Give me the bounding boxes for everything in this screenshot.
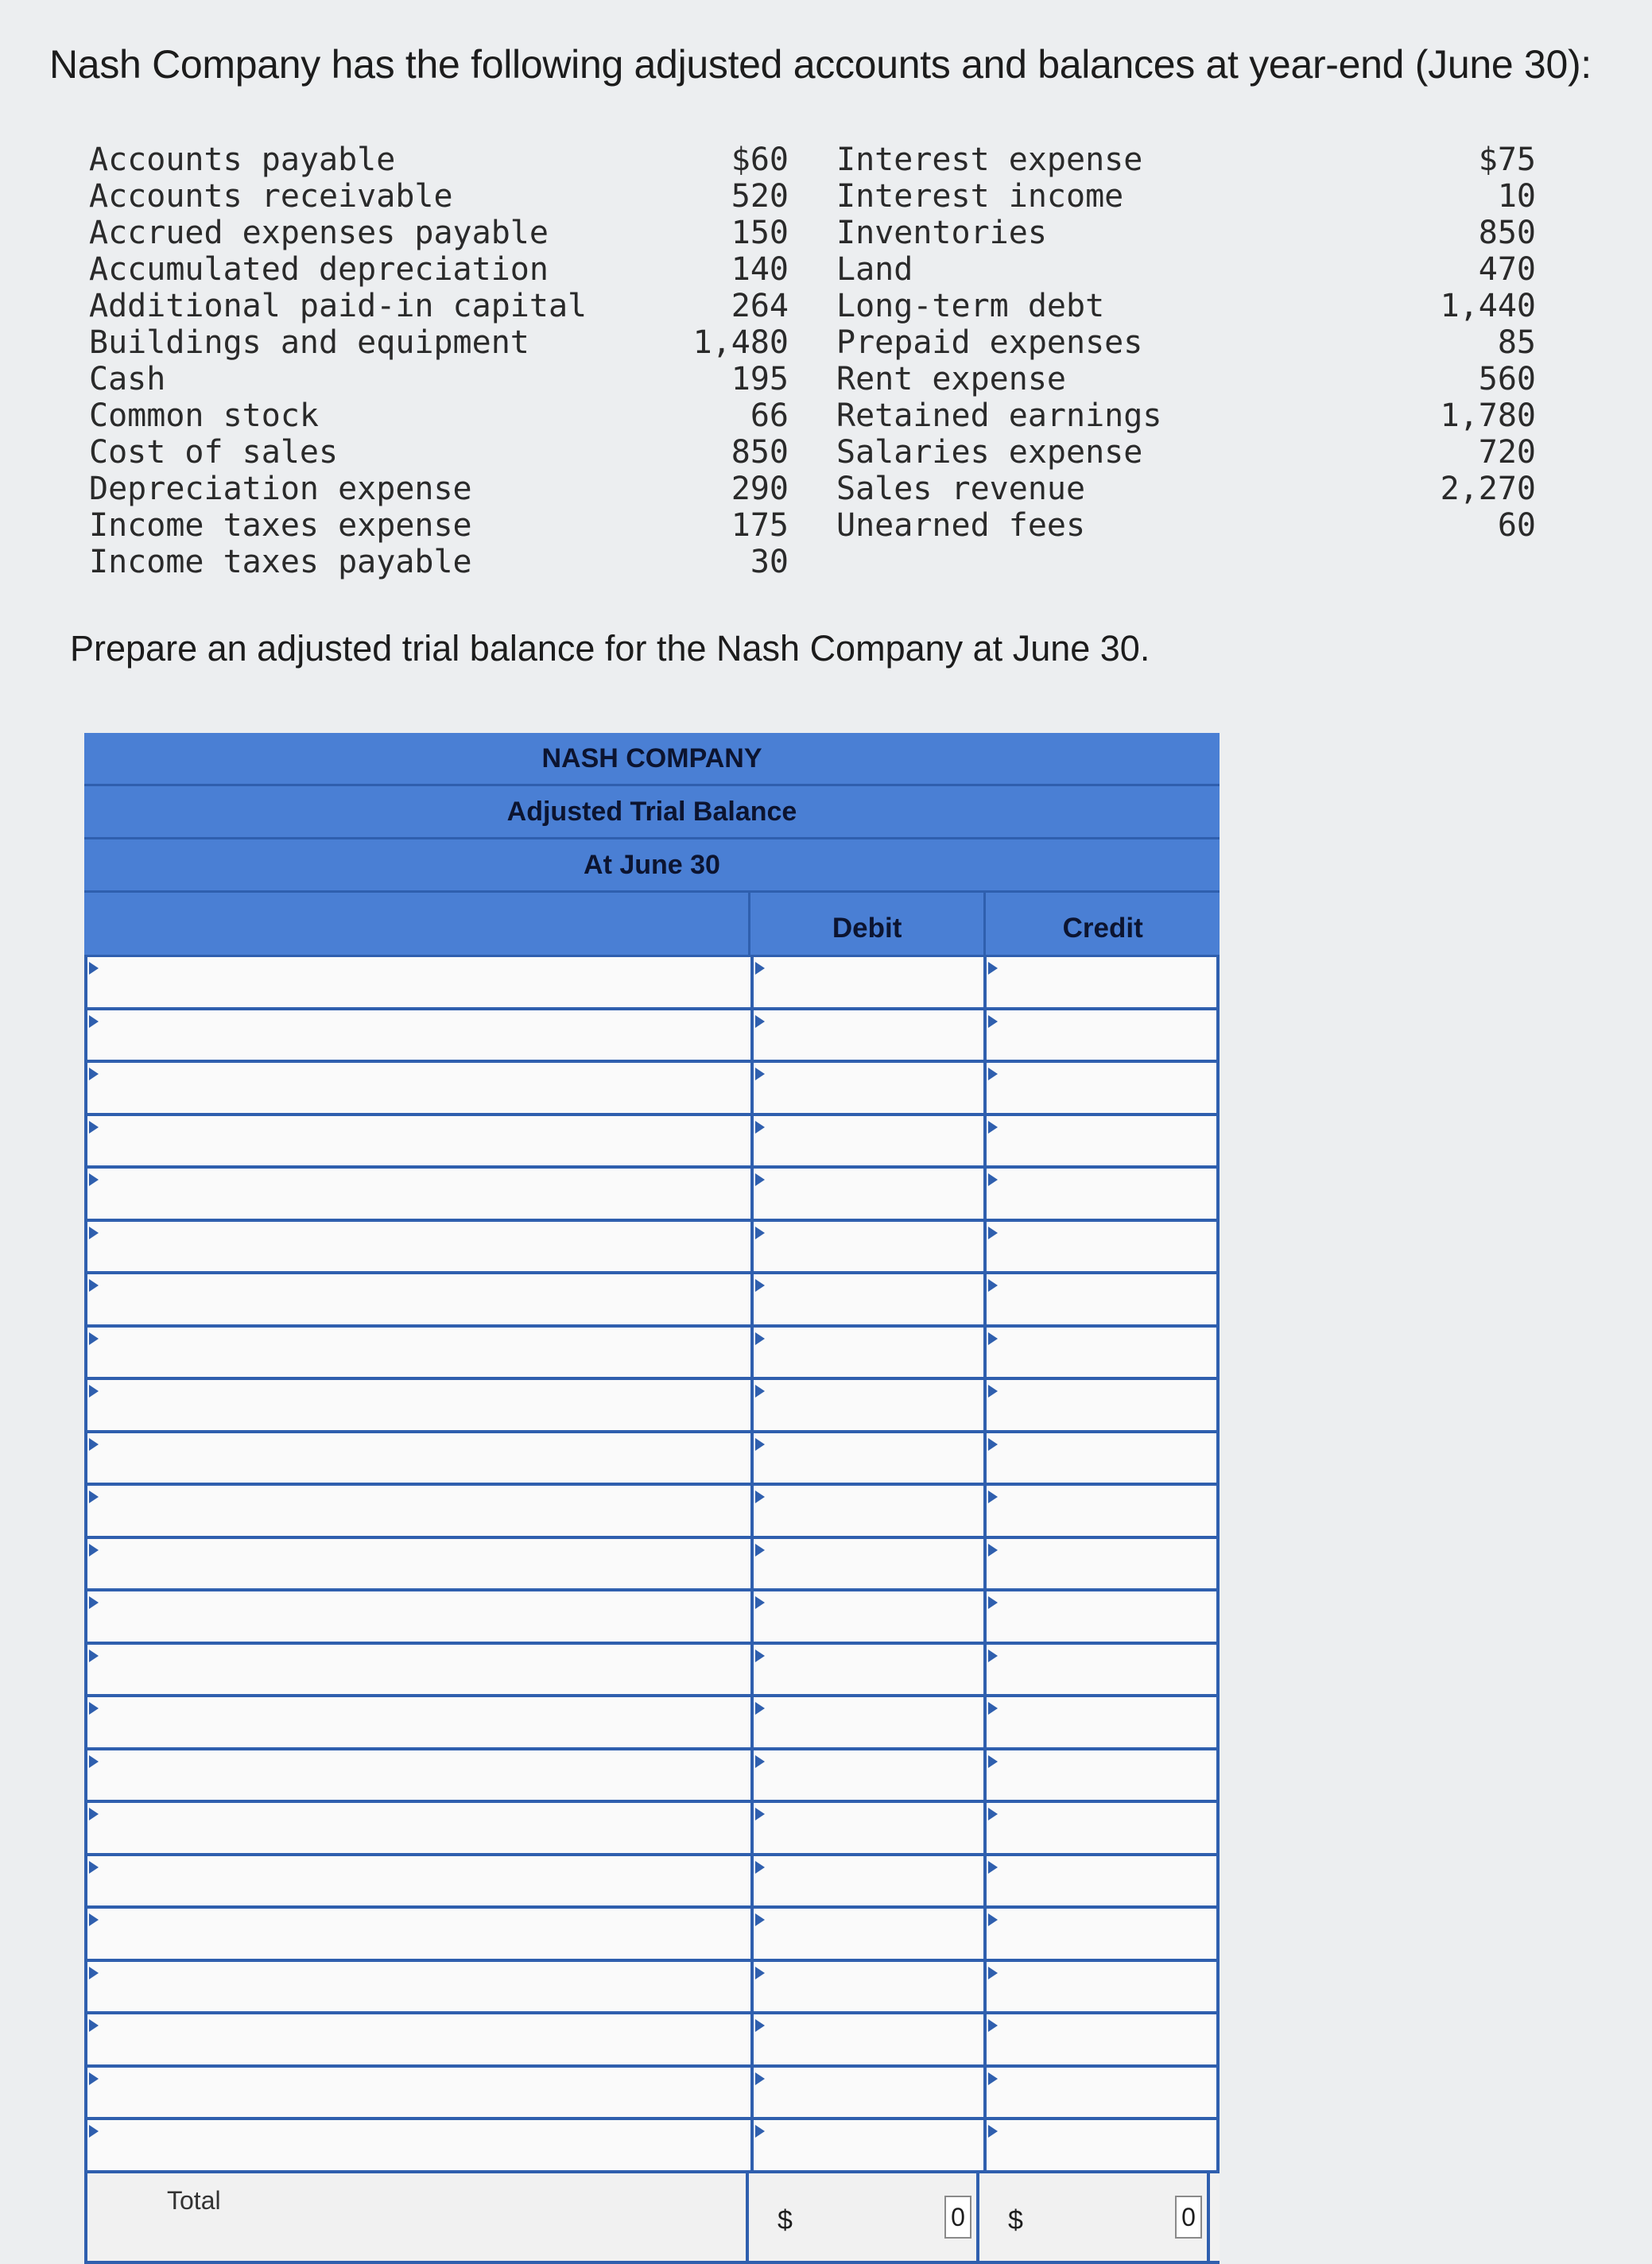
account-row: [89, 288, 789, 324]
dropdown-arrow-icon: [755, 1121, 765, 1134]
account-amount: 140: [731, 251, 789, 288]
column-header-row: [84, 893, 1220, 957]
account-name: Common stock: [89, 397, 319, 434]
dropdown-arrow-icon: [89, 1332, 99, 1345]
account-name: Interest expense: [836, 142, 1143, 178]
account-select[interactable]: [84, 1750, 754, 1801]
dropdown-arrow-icon: [89, 1702, 99, 1715]
total-debit-value: 0: [944, 2196, 971, 2239]
dropdown-arrow-icon: [755, 1279, 765, 1292]
debit-input[interactable]: [754, 2014, 987, 2064]
dropdown-arrow-icon: [89, 1491, 99, 1503]
account-amount: 470: [1478, 251, 1536, 288]
debit-input[interactable]: [754, 1486, 987, 1536]
table-row: [84, 1645, 1220, 1698]
trial-balance-table: [84, 733, 1220, 2264]
account-row: [836, 288, 1536, 324]
dropdown-arrow-icon: [755, 1913, 765, 1926]
dropdown-arrow-icon: [988, 1650, 998, 1662]
account-amount: 1,780: [1440, 397, 1536, 434]
account-row: [89, 507, 789, 544]
account-select[interactable]: [84, 2014, 754, 2064]
dropdown-arrow-icon: [988, 1967, 998, 1979]
account-row: [836, 361, 1536, 397]
dropdown-arrow-icon: [89, 1068, 99, 1080]
credit-input[interactable]: [987, 1539, 1220, 1589]
account-amount: 560: [1478, 361, 1536, 397]
account-select[interactable]: [84, 1591, 754, 1642]
account-row: [836, 397, 1536, 434]
debit-input[interactable]: [754, 1169, 987, 1219]
dropdown-arrow-icon: [755, 962, 765, 975]
entry-rows: [84, 957, 1220, 2173]
debit-input[interactable]: [754, 1856, 987, 1906]
account-amount: $75: [1478, 142, 1536, 178]
debit-input[interactable]: [754, 1645, 987, 1695]
account-amount: 30: [750, 544, 789, 580]
debit-input[interactable]: [754, 2120, 987, 2170]
debit-input[interactable]: [754, 1063, 987, 1113]
dropdown-arrow-icon: [89, 1173, 99, 1186]
account-name: Prepaid expenses: [836, 324, 1143, 361]
table-row: [84, 1010, 1220, 1064]
debit-input[interactable]: [754, 1591, 987, 1642]
dropdown-arrow-icon: [755, 1068, 765, 1080]
account-row: [836, 215, 1536, 251]
prompt-text: Prepare an adjusted trial balance for the Nash Company at June 30.: [70, 628, 1150, 669]
table-row: [84, 1380, 1220, 1433]
debit-input[interactable]: [754, 1433, 987, 1483]
table-row: [84, 1063, 1220, 1116]
account-amount: 850: [731, 434, 789, 471]
accounts-list-right: [836, 142, 1536, 544]
table-row: [84, 957, 1220, 1010]
account-amount: 150: [731, 215, 789, 251]
dropdown-arrow-icon: [89, 1015, 99, 1028]
account-select[interactable]: [84, 1539, 754, 1589]
dropdown-arrow-icon: [89, 1121, 99, 1134]
credit-input[interactable]: [987, 1116, 1220, 1166]
account-row: [89, 471, 789, 507]
table-row: [84, 1697, 1220, 1750]
dropdown-arrow-icon: [89, 1596, 99, 1609]
dropdown-arrow-icon: [755, 1015, 765, 1028]
account-amount: $60: [731, 142, 789, 178]
account-amount: 520: [731, 178, 789, 215]
account-select[interactable]: [84, 1380, 754, 1430]
debit-input[interactable]: [754, 1803, 987, 1853]
dropdown-arrow-icon: [988, 1227, 998, 1239]
dropdown-arrow-icon: [89, 1650, 99, 1662]
intro-text: Nash Company has the following adjusted accounts and balances at year-end (June 30):: [49, 42, 1592, 87]
total-debit-cell: [749, 2173, 979, 2261]
account-amount: 1,480: [692, 324, 789, 361]
credit-input[interactable]: [987, 2068, 1220, 2118]
total-credit-currency: $: [1008, 2204, 1023, 2235]
account-row: [836, 507, 1536, 544]
table-row: [84, 2014, 1220, 2068]
account-select[interactable]: [84, 2120, 754, 2170]
total-debit-currency: $: [778, 2204, 793, 2235]
credit-input[interactable]: [987, 1328, 1220, 1378]
credit-input[interactable]: [987, 1962, 1220, 2012]
account-select[interactable]: [84, 1328, 754, 1378]
dropdown-arrow-icon: [755, 1808, 765, 1820]
dropdown-arrow-icon: [89, 962, 99, 975]
dropdown-arrow-icon: [988, 1279, 998, 1292]
dropdown-arrow-icon: [988, 1544, 998, 1556]
dropdown-arrow-icon: [755, 1227, 765, 1239]
dropdown-arrow-icon: [988, 1808, 998, 1820]
account-row: [89, 142, 789, 178]
debit-input[interactable]: [754, 1697, 987, 1747]
account-amount: 2,270: [1440, 471, 1536, 507]
account-row: [836, 324, 1536, 361]
account-amount: 85: [1497, 324, 1536, 361]
account-name: Rent expense: [836, 361, 1066, 397]
dropdown-arrow-icon: [755, 1650, 765, 1662]
account-amount: 60: [1497, 507, 1536, 544]
dropdown-arrow-icon: [89, 2019, 99, 2032]
dropdown-arrow-icon: [755, 1491, 765, 1503]
dropdown-arrow-icon: [755, 1332, 765, 1345]
dropdown-arrow-icon: [89, 1385, 99, 1398]
debit-input[interactable]: [754, 1909, 987, 1959]
dropdown-arrow-icon: [988, 1121, 998, 1134]
dropdown-arrow-icon: [988, 1913, 998, 1926]
account-name: Land: [836, 251, 913, 288]
statement-date: At June 30: [84, 839, 1220, 893]
credit-input[interactable]: [987, 957, 1220, 1007]
account-name: Income taxes expense: [89, 507, 472, 544]
dropdown-arrow-icon: [755, 1385, 765, 1398]
credit-column-header: Credit: [1062, 913, 1143, 944]
debit-input[interactable]: [754, 1750, 987, 1801]
total-label: Total: [84, 2173, 749, 2261]
credit-input[interactable]: [987, 1169, 1220, 1219]
dropdown-arrow-icon: [988, 1332, 998, 1345]
dropdown-arrow-icon: [89, 1913, 99, 1926]
account-name: Retained earnings: [836, 397, 1162, 434]
dropdown-arrow-icon: [89, 2072, 99, 2085]
account-select[interactable]: [84, 2068, 754, 2118]
dropdown-arrow-icon: [988, 2072, 998, 2085]
table-row: [84, 1169, 1220, 1222]
credit-input[interactable]: [987, 1063, 1220, 1113]
account-name: Salaries expense: [836, 434, 1143, 471]
dropdown-arrow-icon: [755, 1755, 765, 1768]
account-name: Unearned fees: [836, 507, 1086, 544]
debit-input[interactable]: [754, 1116, 987, 1166]
dropdown-arrow-icon: [755, 1967, 765, 1979]
credit-input[interactable]: [987, 1222, 1220, 1272]
debit-input[interactable]: [754, 1380, 987, 1430]
credit-input[interactable]: [987, 2014, 1220, 2064]
credit-input[interactable]: [987, 1750, 1220, 1801]
account-select[interactable]: [84, 957, 754, 1007]
account-select[interactable]: [84, 1116, 754, 1166]
debit-column-header: Debit: [750, 893, 987, 955]
account-name: Cash: [89, 361, 166, 397]
credit-input[interactable]: [987, 1433, 1220, 1483]
account-select[interactable]: [84, 1063, 754, 1113]
total-credit-value: 0: [1175, 2196, 1202, 2239]
account-name: Income taxes payable: [89, 544, 472, 580]
account-row: [836, 471, 1536, 507]
dropdown-arrow-icon: [988, 962, 998, 975]
table-row: [84, 1274, 1220, 1328]
account-column-header: [84, 893, 750, 955]
account-name: Accounts payable: [89, 142, 396, 178]
table-row: [84, 1433, 1220, 1487]
account-name: Cost of sales: [89, 434, 339, 471]
credit-input[interactable]: [987, 1645, 1220, 1695]
dropdown-arrow-icon: [755, 1702, 765, 1715]
table-row: [84, 1539, 1220, 1592]
account-name: Depreciation expense: [89, 471, 472, 507]
account-select[interactable]: [84, 1697, 754, 1747]
dropdown-arrow-icon: [755, 1544, 765, 1556]
total-row: [84, 2173, 1220, 2264]
account-amount: 850: [1478, 215, 1536, 251]
account-amount: 175: [731, 507, 789, 544]
dropdown-arrow-icon: [755, 1173, 765, 1186]
table-row: [84, 1116, 1220, 1169]
total-credit-cell: [979, 2173, 1210, 2261]
dropdown-arrow-icon: [988, 1755, 998, 1768]
credit-input[interactable]: [987, 1010, 1220, 1060]
dropdown-arrow-icon: [89, 1755, 99, 1768]
account-select[interactable]: [84, 1433, 754, 1483]
dropdown-arrow-icon: [755, 1861, 765, 1874]
debit-input[interactable]: [754, 1274, 987, 1324]
table-row: [84, 1222, 1220, 1275]
debit-input[interactable]: [754, 1962, 987, 2012]
dropdown-arrow-icon: [89, 1861, 99, 1874]
dropdown-arrow-icon: [89, 1967, 99, 1979]
account-row: [89, 397, 789, 434]
dropdown-arrow-icon: [988, 1068, 998, 1080]
credit-input[interactable]: [987, 1486, 1220, 1536]
account-row: [836, 434, 1536, 471]
account-select[interactable]: [84, 1856, 754, 1906]
account-select[interactable]: [84, 1274, 754, 1324]
account-amount: 195: [731, 361, 789, 397]
account-row: [836, 251, 1536, 288]
account-select[interactable]: [84, 1222, 754, 1272]
account-name: Long-term debt: [836, 288, 1105, 324]
account-select[interactable]: [84, 1645, 754, 1695]
account-amount: 264: [731, 288, 789, 324]
account-row: [89, 361, 789, 397]
account-select[interactable]: [84, 1962, 754, 2012]
dropdown-arrow-icon: [988, 1438, 998, 1451]
account-select[interactable]: [84, 1486, 754, 1536]
debit-input[interactable]: [754, 1539, 987, 1589]
credit-input[interactable]: [987, 1856, 1220, 1906]
company-name: NASH COMPANY: [84, 733, 1220, 786]
account-name: Accumulated depreciation: [89, 251, 549, 288]
account-row: [89, 251, 789, 288]
account-row: [89, 324, 789, 361]
debit-input[interactable]: [754, 1010, 987, 1060]
table-row: [84, 2120, 1220, 2173]
credit-input[interactable]: [987, 2120, 1220, 2170]
account-row: [89, 434, 789, 471]
account-name: Additional paid-in capital: [89, 288, 588, 324]
account-row: [89, 178, 789, 215]
credit-input[interactable]: [987, 1697, 1220, 1747]
dropdown-arrow-icon: [89, 1227, 99, 1239]
dropdown-arrow-icon: [988, 1596, 998, 1609]
table-row: [84, 1962, 1220, 2015]
account-amount: 720: [1478, 434, 1536, 471]
table-row: [84, 2068, 1220, 2121]
debit-input[interactable]: [754, 957, 987, 1007]
dropdown-arrow-icon: [89, 1279, 99, 1292]
dropdown-arrow-icon: [755, 2019, 765, 2032]
credit-input[interactable]: [987, 1591, 1220, 1642]
account-amount: 1,440: [1440, 288, 1536, 324]
accounts-list-left: [89, 142, 789, 580]
dropdown-arrow-icon: [988, 2019, 998, 2032]
table-row: [84, 1591, 1220, 1645]
account-select[interactable]: [84, 1169, 754, 1219]
account-name: Interest income: [836, 178, 1124, 215]
debit-input[interactable]: [754, 2068, 987, 2118]
dropdown-arrow-icon: [89, 1544, 99, 1556]
credit-input[interactable]: [987, 1803, 1220, 1853]
credit-input[interactable]: [987, 1909, 1220, 1959]
account-name: Accounts receivable: [89, 178, 453, 215]
statement-title: Adjusted Trial Balance: [84, 786, 1220, 839]
account-amount: 66: [750, 397, 789, 434]
dropdown-arrow-icon: [755, 1596, 765, 1609]
account-row: [89, 544, 789, 580]
dropdown-arrow-icon: [988, 2125, 998, 2138]
credit-input[interactable]: [987, 1274, 1220, 1324]
credit-input[interactable]: [987, 1380, 1220, 1430]
dropdown-arrow-icon: [988, 1861, 998, 1874]
table-row: [84, 1486, 1220, 1539]
dropdown-arrow-icon: [988, 1015, 998, 1028]
account-name: Buildings and equipment: [89, 324, 529, 361]
table-row: [84, 1909, 1220, 1962]
dropdown-arrow-icon: [89, 1438, 99, 1451]
dropdown-arrow-icon: [755, 1438, 765, 1451]
account-select[interactable]: [84, 1010, 754, 1060]
dropdown-arrow-icon: [988, 1702, 998, 1715]
account-select[interactable]: [84, 1909, 754, 1959]
account-name: Accrued expenses payable: [89, 215, 549, 251]
table-row: [84, 1856, 1220, 1909]
account-select[interactable]: [84, 1803, 754, 1853]
debit-input[interactable]: [754, 1328, 987, 1378]
dropdown-arrow-icon: [89, 1808, 99, 1820]
dropdown-arrow-icon: [89, 2125, 99, 2138]
account-amount: 290: [731, 471, 789, 507]
account-row: [836, 142, 1536, 178]
account-name: Sales revenue: [836, 471, 1086, 507]
table-row: [84, 1328, 1220, 1381]
table-row: [84, 1803, 1220, 1856]
debit-input[interactable]: [754, 1222, 987, 1272]
account-row: [89, 215, 789, 251]
account-row: [836, 178, 1536, 215]
table-row: [84, 1750, 1220, 1804]
dropdown-arrow-icon: [988, 1385, 998, 1398]
dropdown-arrow-icon: [755, 2072, 765, 2085]
dropdown-arrow-icon: [988, 1173, 998, 1186]
account-amount: 10: [1497, 178, 1536, 215]
account-name: Inventories: [836, 215, 1047, 251]
dropdown-arrow-icon: [988, 1491, 998, 1503]
dropdown-arrow-icon: [755, 2125, 765, 2138]
